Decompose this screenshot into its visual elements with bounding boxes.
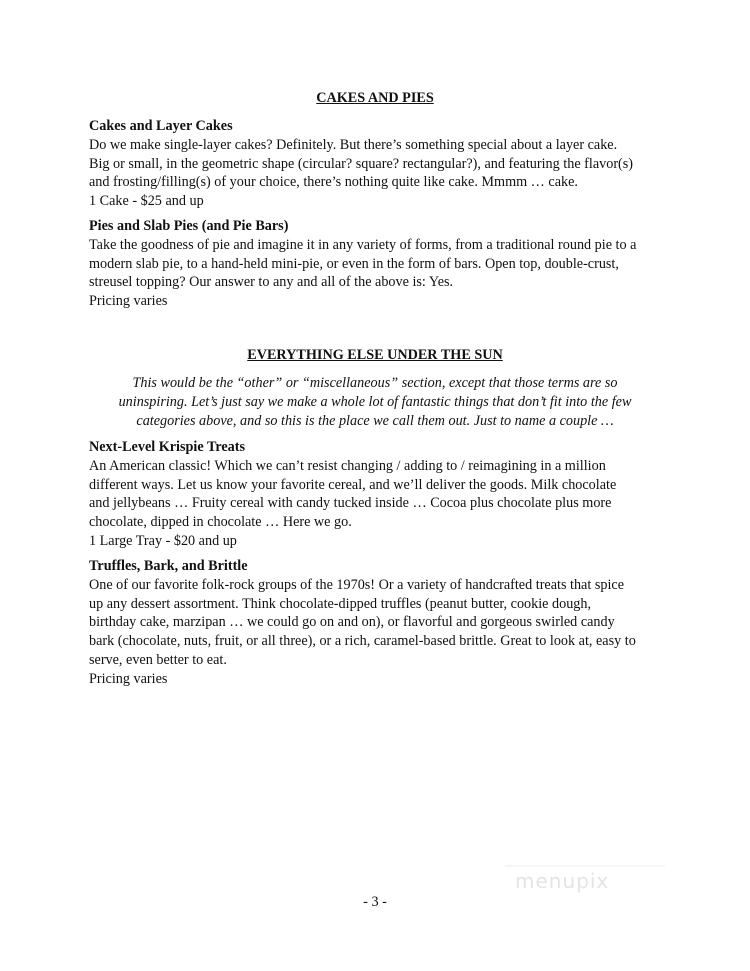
menu-item-krispie-treats: [89, 438, 669, 551]
page-number: - 3 -: [363, 894, 387, 910]
item-price: Pricing varies: [89, 670, 168, 687]
item-title: Pies and Slab Pies (and Pie Bars): [89, 218, 289, 234]
item-title: Cakes and Layer Cakes: [89, 118, 233, 134]
item-description: Do we make single-layer cakes? Definitely. But there’s something special about a layer cake. Big or small, in the geometric shape (circular? square? rectangular?), and featuring the flavor(s) and frosting/filling(s) of your choice, there’s nothing quite like cake. Mmmm … cake.: [89, 136, 634, 191]
section-intro: This would be the “other” or “miscellaneous” section, except that those terms are so uninspiring. Let’s just say we make a whole lot of fantastic things that don’t fit into the few categories above, and so this is the place we call them out. Just to name a couple …: [118, 375, 632, 429]
item-description: Take the goodness of pie and imagine it in any variety of forms, from a traditional round pie to a modern slab pie, to a hand-held mini-pie, or even in the form of bars. Open top, double-crust, streusel topping? Our answer to any and all of the above is: Yes.: [89, 236, 637, 291]
item-price: Pricing varies: [89, 293, 168, 310]
watermark-text: menupix: [515, 869, 610, 893]
watermark-logo: [505, 864, 665, 904]
item-title: Next-Level Krispie Treats: [89, 439, 246, 455]
item-title: Truffles, Bark, and Brittle: [89, 558, 248, 574]
menu-item-pies-and-slab-pies: [89, 217, 669, 311]
section-title-cakes-and-pies: CAKES AND PIES: [316, 90, 434, 106]
section-title-everything-else: EVERYTHING ELSE UNDER THE SUN: [247, 347, 503, 363]
item-price: 1 Cake - $25 and up: [89, 193, 204, 210]
item-description: One of our favorite folk-rock groups of the 1970s! Or a variety of handcrafted treats that spice up any dessert assortment. Think chocolate-dipped truffles (peanut butter, cookie dough, birthday cake, marzipan … we could go on and on), or flavorful and gorgeous swirled candy bark (chocolate, nuts, fruit, or all three), or a rich, caramel-based brittle. Great to look at, easy to serve, even better to eat.: [89, 576, 636, 668]
item-description: An American classic! Which we can’t resist changing / adding to / reimagining in a million different ways. Let us know your favorite cereal, and we’ll deliver the goods. Milk chocolate and jellybeans … Fruity cereal with candy tucked inside … Cocoa plus chocolate plus more chocolate, dipped in chocolate … Here we go.: [89, 457, 617, 531]
menu-item-truffles-bark-brittle: [89, 557, 669, 689]
item-price: 1 Large Tray - $20 and up: [89, 532, 237, 549]
menu-item-cakes-and-layer-cakes: [89, 117, 669, 211]
